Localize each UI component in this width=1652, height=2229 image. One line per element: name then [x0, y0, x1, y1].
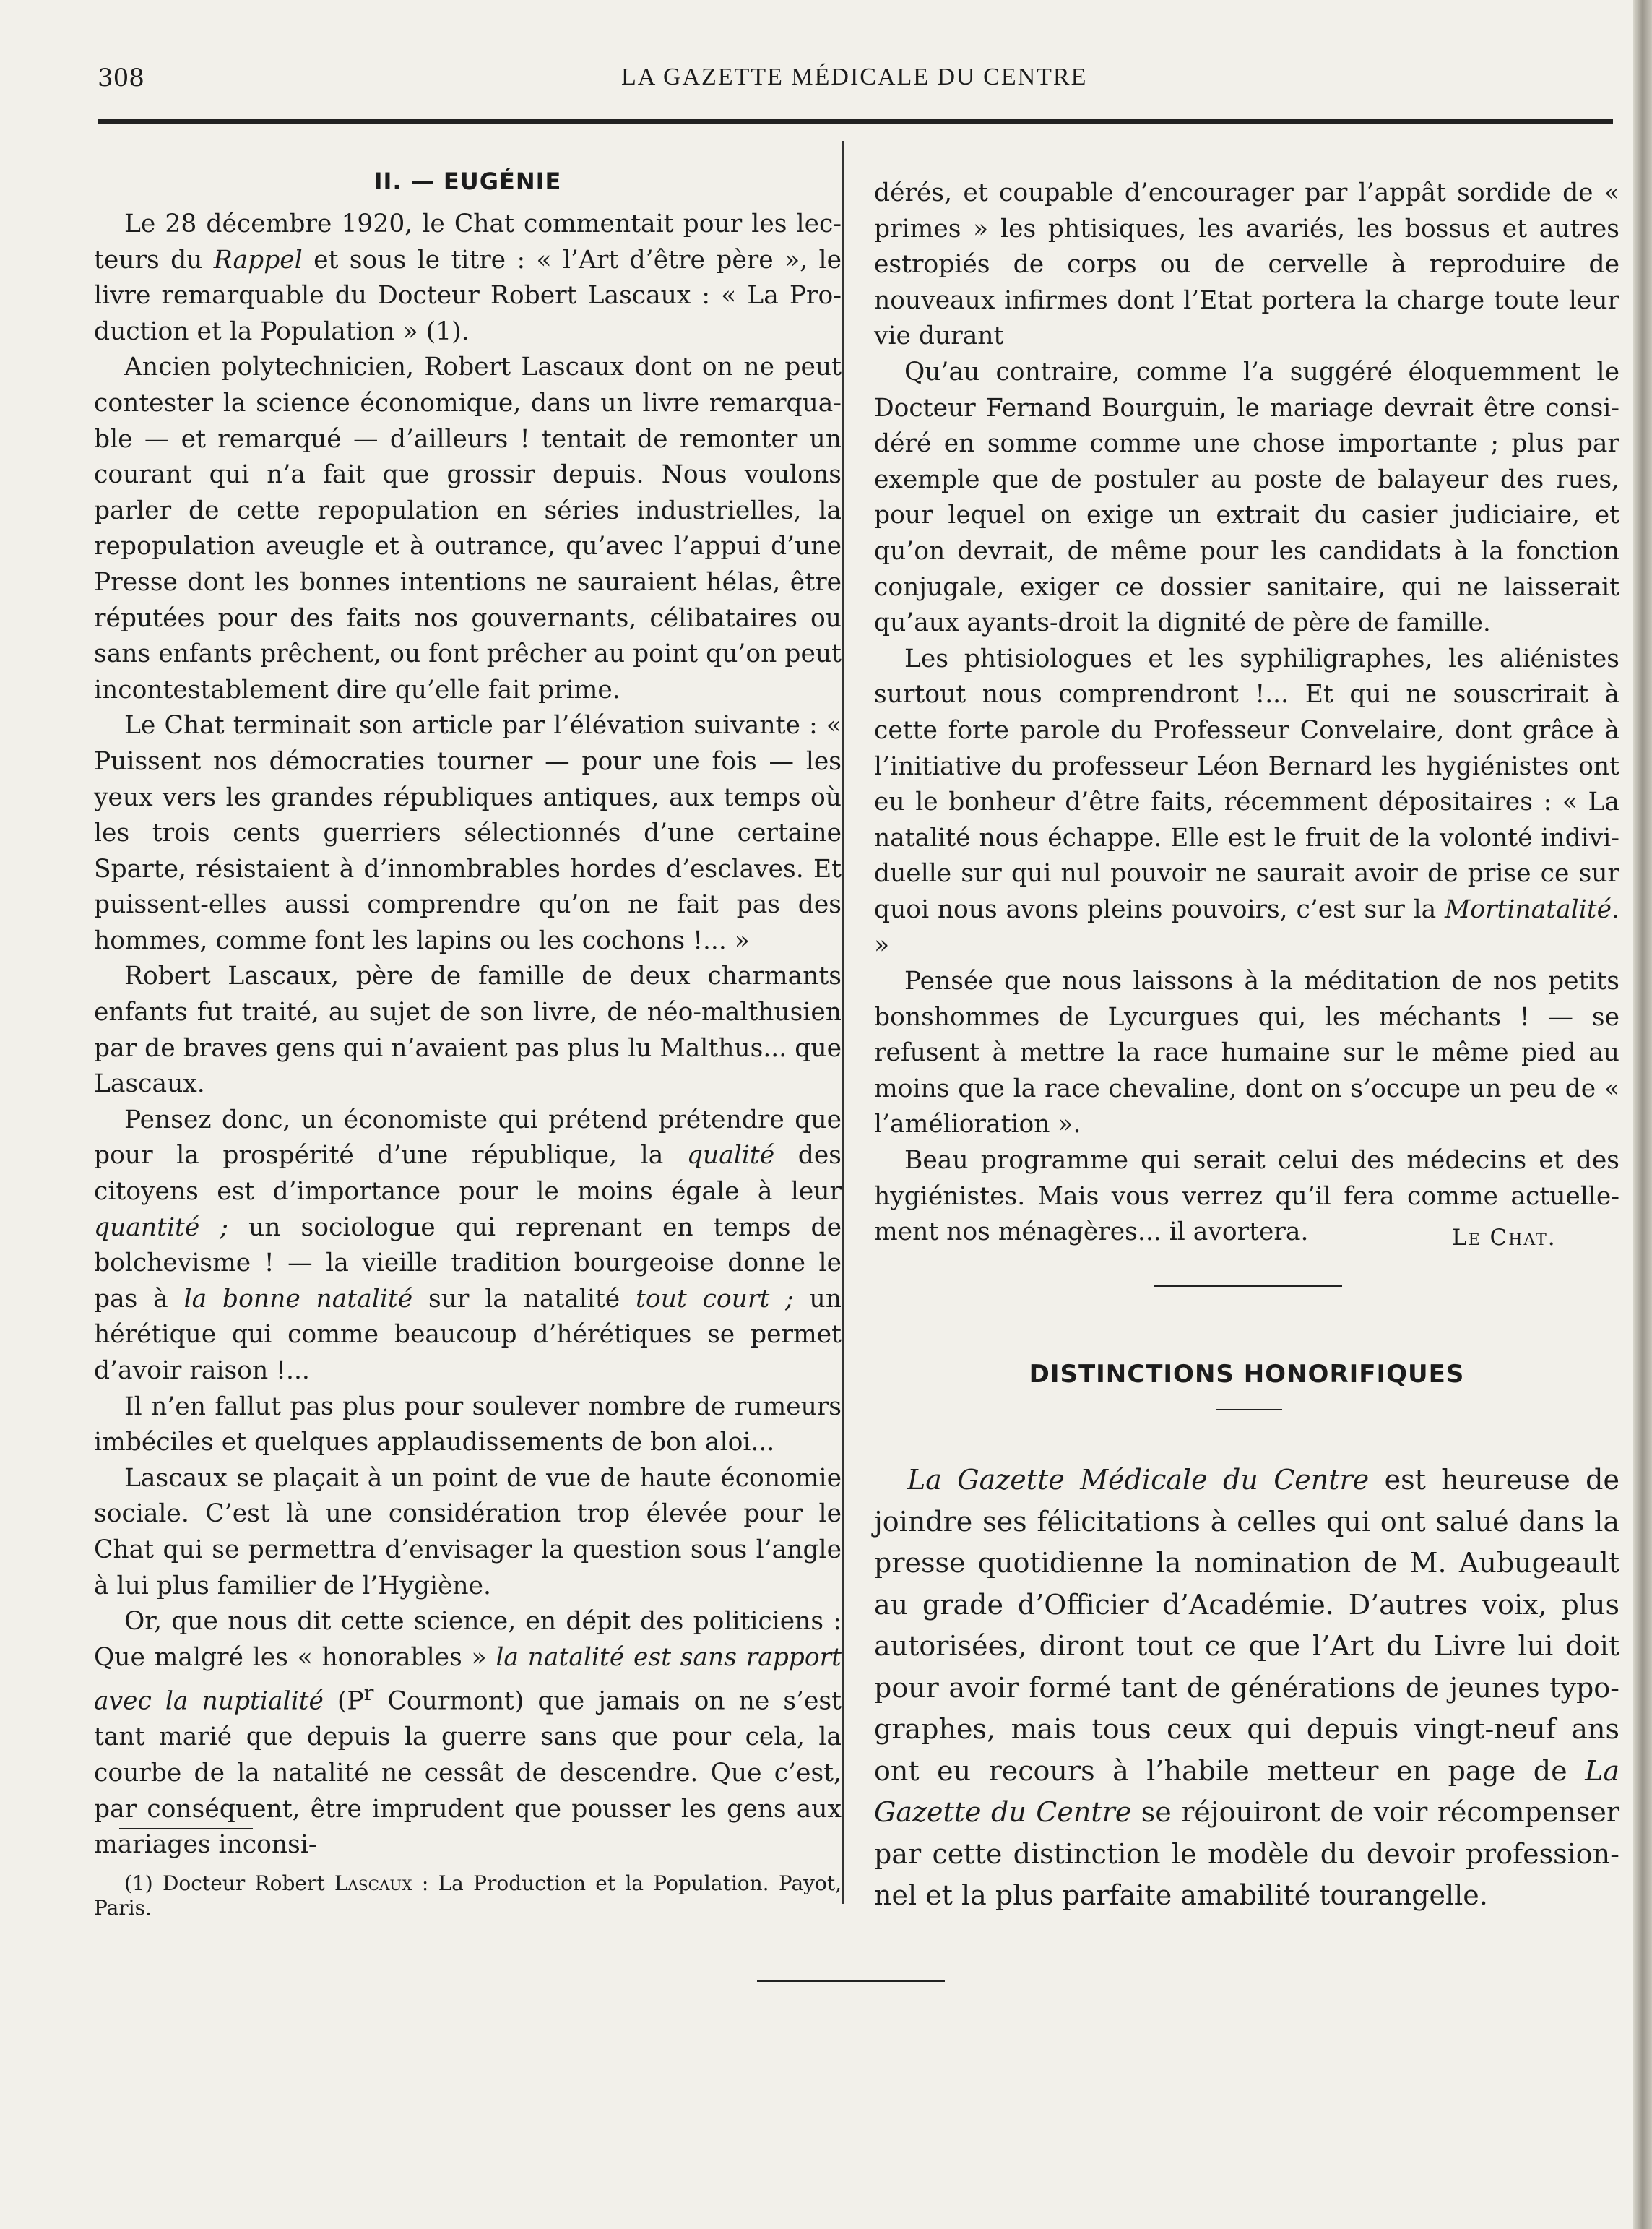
paragraph: Le 28 décembre 1920, le Chat commentait pour les lecteurs du Rappel et sous le titre : « l’Art d’être père », le livre remarquable du Docteur Robert Lascaux : « La Production et la Population » (1). — [94, 210, 842, 346]
page-binding-edge — [1633, 0, 1652, 2229]
title-underline — [1216, 1409, 1282, 1410]
left-column — [94, 207, 842, 1863]
paragraph: Lascaux se plaçait à un point de vue de haute économie sociale. C’est là une considération trop élevée pour le Chat qui se permettra d’envisager la question sous l’angle à lui plus familier de l’Hygiène. — [94, 1463, 842, 1600]
footnote — [94, 1871, 842, 1920]
footnote-text: (1) Docteur Robert Lascaux : La Production et la Population. Payot, Paris. — [94, 1871, 842, 1920]
page-header — [98, 64, 1611, 97]
page-number: 308 — [98, 64, 144, 92]
end-rule — [757, 1980, 945, 1982]
paragraph: Pensée que nous laissons à la méditation de nos petits bonshommes de Lycurgues qui, les méchants ! — se refusent à mettre la race humaine sur le même pied au moins que la race chevaline, dont on s’occupe un peu de « l’amélioration ». — [874, 967, 1619, 1139]
paragraph: Qu’au contraire, comme l’a suggéré éloquemment le Docteur Fernand Bourguin, le mariage devrait être considéré en somme comme une chose importante ; plus par exemple que de postuler au poste de balayeur des rues, pour lequel on exige un extrait du casier judiciaire, et qu’on devrait, de même pour les candidats à la fonction conjugale, exiger ce dossier sanitaire, qui ne laisserait qu’aux ayants-droit la dignité de père de famille. — [874, 357, 1619, 638]
paragraph: Robert Lascaux, père de famille de deux charmants enfants fut traité, au sujet de son livre, de néo-malthusien par de braves gens qui n’avaient pas plus lu Malthus... que Lascaux. — [94, 962, 842, 1099]
paragraph: Pensez donc, un économiste qui prétend prétendre que pour la prospérité d’une république, la qualité des citoyens est d’importance pour le moins égale à leur quantité ; un sociologue qui reprenant en temps de bolchevisme ! — la vieille tradition bourgeoise donne le pas à la bonne natalité sur la natalité tout court ; un hérétique qui comme beaucoup d’hérétiques se permet d’avoir raison !... — [94, 1105, 842, 1385]
paragraph: Il n’en fallut pas plus pour soulever nombre de rumeurs imbéciles et quelques applaudissements de bon aloi... — [94, 1392, 842, 1457]
paragraph: Beau programme qui serait celui des médecins et des hygiénistes. Mais vous verrez qu’il fera comme actuellement nos ménagères... il avortera. — [874, 1146, 1619, 1247]
paragraph: Or, que nous dit cette science, en dépit des politiciens : Que malgré les « honorables » la natalité est sans rapport avec la nuptialité ($P^r$ Courmont) que jamais on ne s’est tant marié que depuis la guerre sans que pour cela, la courbe de la natalité ne cessât de descendre. Que c’est, par conséquent, être imprudent que pousser les gens aux mariages inconsi- — [94, 1607, 842, 1860]
column-divider — [842, 141, 844, 1904]
paragraph: La Gazette Médicale du Centre est heureuse de joindre ses félicitations à celles qui ont salué dans la presse quotidienne la nomination de M. Aubugeault au grade d’Officier d’Académie. D’autres voix, plus autorisées, diront tout ce que l’Art du Livre lui doit pour avoir formé tant de générations de jeunes typographes, mais tous ceux qui depuis vingt-neuf ans ont eu recours à l’habile metteur en page de La Gazette du Centre se réjouiront de voir récompenser par cette distinction le modèle du devoir professionnel et la plus parfaite amabilité tourangelle. — [874, 1464, 1619, 1911]
paragraph: Ancien polytechnicien, Robert Lascaux dont on ne peut contester la science économique, dans un livre remarquable — et remarqué — d’ailleurs ! tentait de remonter un courant qui n’a fait que grossir depuis. Nous voulons parler de cette repopulation en séries industrielles, la repopulation aveugle et à outrance, qu’avec l’appui d’une Presse dont les bonnes intentions ne sauraient hélas, être réputées pour des faits nos gouvernants, célibataires ou sans enfants prêchent, ou font prêcher au point qu’on peut incontestablement dire qu’elle fait prime. — [94, 353, 842, 704]
right-column — [874, 176, 1619, 1251]
running-title: LA GAZETTE MÉDICALE DU CENTRE — [621, 64, 1088, 90]
paragraph: Le Chat terminait son article par l’élévation suivante : « Puissent nos démocraties tourner — pour une fois — les yeux vers les grandes républiques antiques, aux temps où les trois cents guerriers sélectionnés d’une certaine Sparte, résistaient à d’innombrables hordes d’esclaves. Et puissent-elles aussi comprendre qu’on ne fait pas des hommes, comme font les lapins ou les cochons !... » — [94, 711, 842, 955]
section-title-distinctions: DISTINCTIONS HONORIFIQUES — [1029, 1360, 1465, 1389]
header-rule — [98, 119, 1613, 124]
section-separator — [1154, 1285, 1342, 1287]
distinctions-body — [874, 1460, 1619, 1917]
paragraph: dérés, et coupable d’encourager par l’appât sordide de « primes » les phtisiques, les avariés, les bossus et autres estropiés de corps ou de cervelle à reproduire de nouveaux infirmes dont l’Etat portera la charge toute leur vie durant — [874, 178, 1619, 351]
signature: Le Chat. — [1452, 1225, 1557, 1251]
section-title-eugenie: II. — EUGÉNIE — [373, 168, 562, 195]
footnote-rule — [119, 1828, 253, 1829]
paragraph: Les phtisiologues et les syphiligraphes, les aliénistes surtout nous comprendront !... Et qui ne souscrirait à cette forte parole du Professeur Convelaire, dont grâce à l’initiative du professeur Léon Bernard les hygiénistes ont eu le bonheur d’être faits, récemment dépositaires : « La natalité nous échappe. Elle est le fruit de la volonté individuelle sur qui nul pouvoir ne saurait avoir de prise ce sur quoi nous avons pleins pouvoirs, c’est sur la Mortinatalité. » — [874, 644, 1619, 960]
